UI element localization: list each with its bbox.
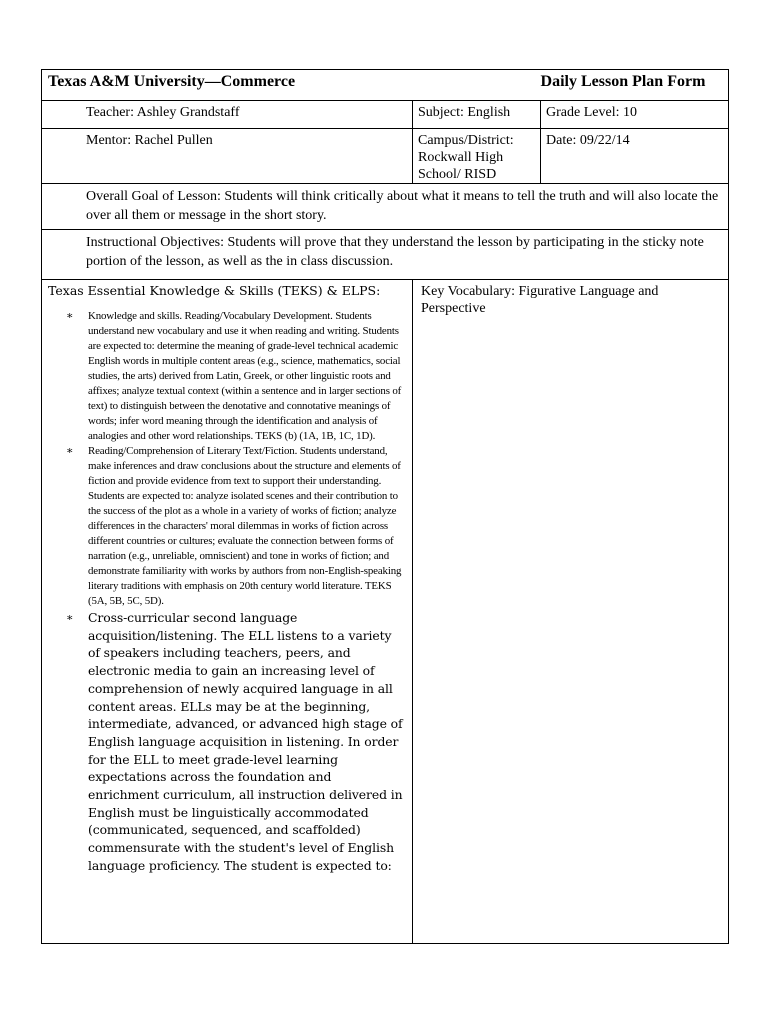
campus-district-field: Campus/District: Rockwall High School/ RISD [413,129,541,184]
form-title: Daily Lesson Plan Form [541,70,729,101]
goal-row [42,184,729,230]
date-field: Date: 09/22/14 [541,129,729,184]
title-row [42,70,729,101]
bullet-icon: ∗ [66,445,74,457]
teks-item-fiction [48,444,406,609]
teks-item-vocabulary [48,309,406,444]
subject-field: Subject: English [413,101,541,129]
lesson-plan-form [41,69,728,922]
teacher-row [42,101,729,129]
teks-list [48,309,406,875]
teks-heading: Texas Essential Knowledge & Skills (TEKS) & ELPS: [48,283,381,298]
bullet-icon: ∗ [66,611,74,624]
teks-item-text: Cross-curricular second language acquisition/listening. The ELL listens to a variety of speakers including teachers, peers, and electronic media to gain an increasing level of comprehension of newly acquired language in all content areas. ELLs may be at the beginning, intermediate, advanced, or advanced high stage of English language acquisition in listening. In order for the ELL to meet grade-level learning expectations across the foundation and enrichment curriculum, all instruction delivered in English must be linguistically accommodated (communicated, sequenced, and scaffolded) commensurate with the student's level of English language proficiency. The student is expected to: [88,610,403,873]
teks-item-text: Knowledge and skills. Reading/Vocabulary Development. Students understand new vocabulary and use it when reading and writing. Students are expected to: determine the meaning of grade-level technical academic English words in multiple content areas (e.g., science, mathematics, social studies, the arts) derived from Latin, Greek, or other linguistic roots and affixes; analyze textual context (within a sentence and in larger sections of text) to distinguish between the denotative and connotative meanings of words; infer word meaning through the identification and analysis of analogies and other word relationships. TEKS (b) (1A, 1B, 1C, 1D). [88,310,402,442]
mentor-row [42,129,729,184]
teacher-field: Teacher: Ashley Grandstaff [42,101,413,129]
objectives-row [42,230,729,280]
teks-item-elps [48,609,406,875]
bullet-icon: ∗ [66,310,74,322]
overall-goal: Overall Goal of Lesson: Students will think critically about what it means to tell the truth and will also locate the over all them or message in the short story. [42,184,729,230]
instructional-objectives: Instructional Objectives: Students will prove that they understand the lesson by participating in the sticky note portion of the lesson, as well as the in class discussion. [42,230,729,280]
key-vocabulary: Key Vocabulary: Figurative Language and Perspective [413,280,729,944]
grade-level-field: Grade Level: 10 [541,101,729,129]
teks-cell [42,280,413,944]
teks-item-text: Reading/Comprehension of Literary Text/Fiction. Students understand, make inferences and draw conclusions about the structure and elements of fiction and provide evidence from text to support their understanding. Students are expected to: analyze isolated scenes and their contribution to the success of the plot as a whole in a variety of works of fiction; analyze differences in the characters' moral dilemmas in works of fiction across different countries or cultures; evaluate the connection between forms of narration (e.g., unreliable, omniscient) and tone in works of fiction; and demonstrate familiarity with works by authors from non-English-speaking literary traditions with emphasis on 20th century world literature. TEKS (5A, 5B, 5C, 5D). [88,445,402,607]
mentor-field: Mentor: Rachel Pullen [42,129,413,184]
lesson-plan-table [41,69,729,944]
teks-row [42,280,729,944]
university-title: Texas A&M University—Commerce [42,70,541,101]
